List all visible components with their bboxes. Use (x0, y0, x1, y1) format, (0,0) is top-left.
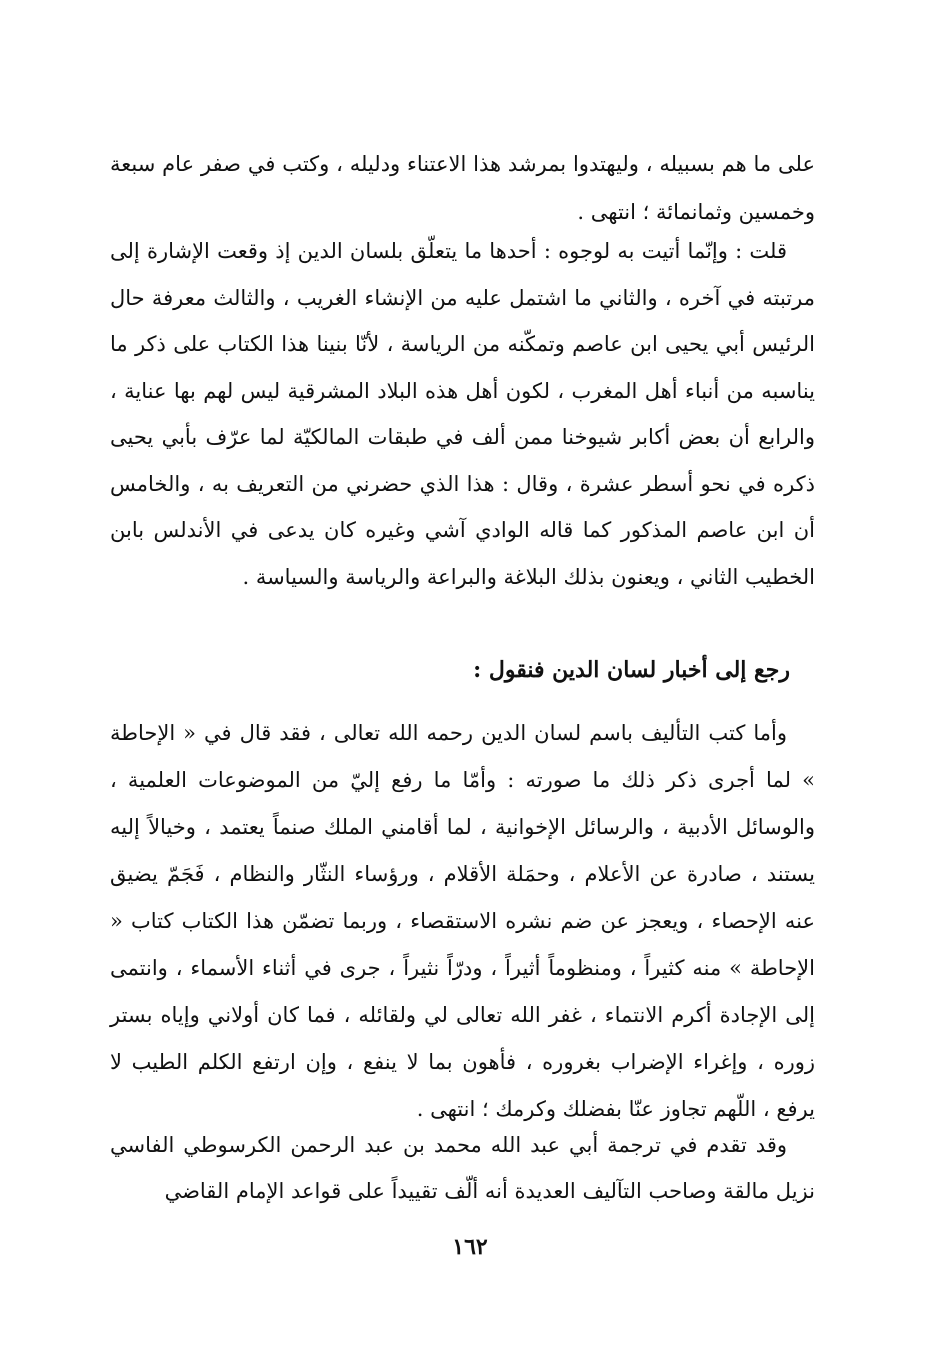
paragraph-five-reasons: قلت : وإنّما أتيت به لوجوه : أحدها ما يتعلّق بلسان الدين إذ وقعت الإشارة إلى مرتبته في آخره ، والثاني ما اشتمل عليه من الإنشاء الغريب ، والثالث معرفة حال الرئيس أبي يحيى ابن عاصم وتمكّنه من الرياسة ، لأنّا بنينا هذا الكتاب على ذكر ما يناسبه من أنباء أهل المغرب ، لكون أهل هذه البلاد المشرقية ليس لهم بها عناية ، والرابع أن بعض أكابر شيوخنا ممن ألف في طبقات المالكيّة لما عرّف بأبي يحيى ذكره في نحو أسطر عشرة ، وقال : هذا الذي حضرني من التعريف به ، والخامس أن ابن عاصم المذكور كما قاله الوادي آشي وغيره كان يدعى في الأندلس بابن الخطيب الثاني ، ويعنون بذلك البلاغة والبراعة والرياسة والسياسة . (110, 239, 815, 589)
text-block-five-reasons (110, 228, 815, 600)
section-heading: رجع إلى أخبار لسان الدين فنقول : (473, 657, 790, 683)
text-block-karsuti (110, 1122, 815, 1214)
text-block-ihata-quote (110, 710, 815, 1133)
page-number: ١٦٢ (452, 1234, 488, 1260)
paragraph-opening: على ما هم بسبيله ، وليهتدوا بمرشد هذا الاعتناء ودليله ، وكتب في صفر عام سبعة وخمسين وثمانمائة ؛ انتهى . (110, 152, 815, 224)
paragraph-karsuti: وقد تقدم في ترجمة أبي عبد الله محمد بن عبد الرحمن الكرسوطي الفاسي نزيل مالقة وصاحب التآليف العديدة أنه ألّف تقييداً على قواعد الإمام القاضي (110, 1133, 815, 1203)
text-block-opening (110, 140, 815, 236)
paragraph-ihata-quote: وأما كتب التأليف باسم لسان الدين رحمه الله تعالى ، فقد قال في « الإحاطة » لما أجرى ذكر ذلك ما صورته : وأمّا ما رفع إليّ من الموضوعات العلمية ، والوسائل الأدبية ، والرسائل الإخوانية ، لما أقامني الملك صنماً يعتمد ، وخيالاً إليه يستند ، صادرة عن الأعلام ، وحمَلة الأقلام ، ورؤساء النثّار والنظام ، فَجَمّ يضيق عنه الإحصاء ، ويعجز عن ضم نشره الاستقصاء ، وربما تضمّن هذا الكتاب كتاب « الإحاطة » منه كثيراً ، ومنظوماً أثيراً ، ودرّاً نثيراً ، جرى في أثناء الأسماء ، وانتمى إلى الإجادة أكرم الانتماء ، غفر الله تعالى لي ولقائله ، فما كان أولاني وإياه بستر زوره ، وإغراء الإضراب بغروره ، فأهون بما لا ينفع ، وإن ارتفع الكلم الطيب لا يرفع ، اللّهم تجاوز عنّا بفضلك وكرمك ؛ انتهى . (110, 721, 815, 1121)
